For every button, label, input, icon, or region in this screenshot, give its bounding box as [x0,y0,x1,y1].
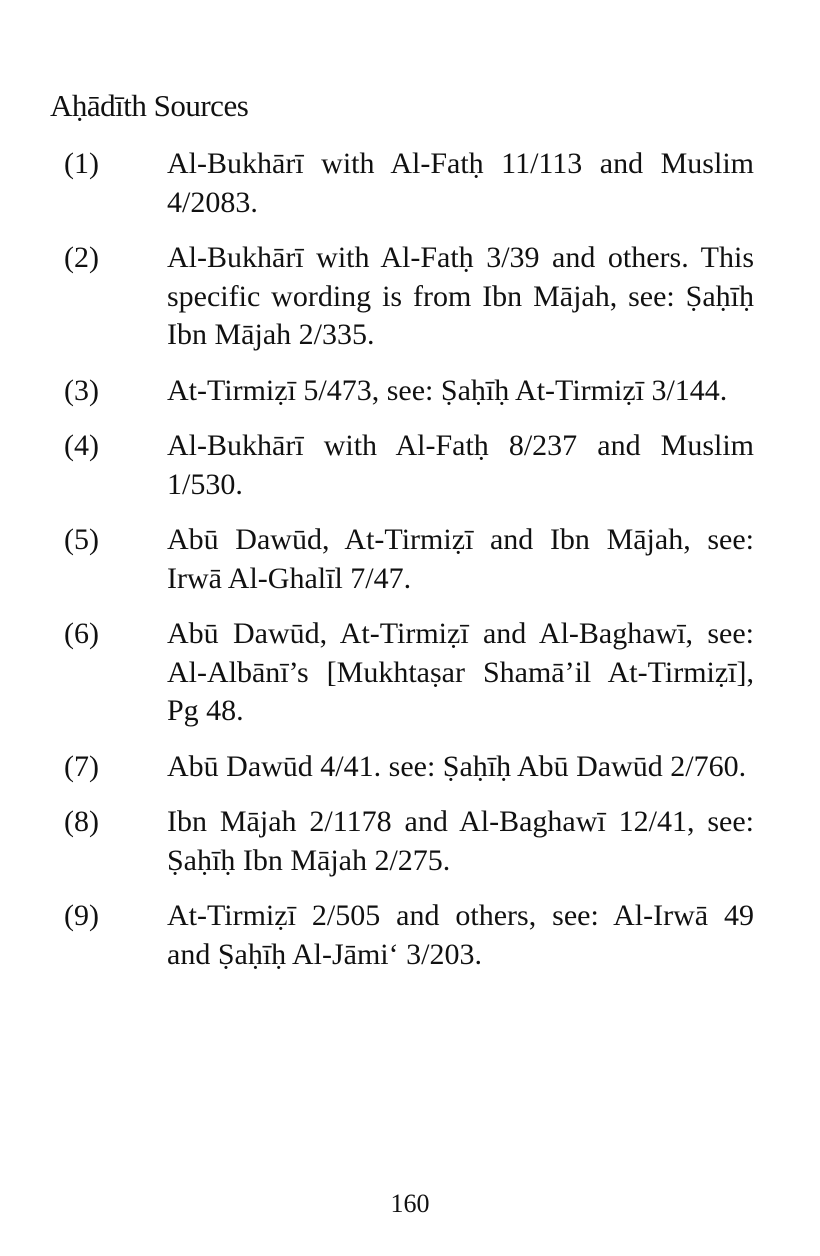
source-number: (3) [64,373,99,407]
source-item [64,615,754,731]
sources-list [64,145,754,991]
source-item [64,803,754,880]
source-number: (2) [64,241,99,274]
source-text: At-Tirmiẓī 2/505 and others, see: Al-Irwā 49 and Ṣaḥīḥ Al-Jāmi‘ 3/203. [167,899,754,971]
source-number: (8) [64,805,99,838]
source-item [64,145,754,222]
source-item [64,427,754,504]
source-number: (1) [64,147,99,180]
source-text: Al-Bukhārī with Al-Fatḥ 3/39 and others. This specific wording is from Ibn Mājah, see: Ṣaḥīḥ Ibn Mājah 2/335. [167,241,754,351]
source-number: (7) [64,749,99,783]
source-item [64,372,754,411]
source-item [64,748,754,787]
source-text: Ibn Mājah 2/1178 and Al-Baghawī 12/41, see: Ṣaḥīḥ Ibn Mājah 2/275. [167,805,754,877]
page-number: 160 [390,1189,430,1218]
source-item [64,239,754,355]
source-number: (4) [64,429,99,462]
source-item [64,521,754,598]
source-number: (6) [64,617,99,650]
source-text: Al-Bukhārī with Al-Fatḥ 8/237 and Muslim 1/530. [167,429,754,501]
source-text: Abū Dawūd, At-Tirmiẓī and Al-Baghawī, see: Al-Albānī’s [Mukhtaṣar Shamā’il At-Tirmiẓī], Pg 48. [167,617,754,727]
source-text: Abū Dawūd, At-Tirmiẓī and Ibn Mājah, see: Irwā Al-Ghalīl 7/47. [167,523,754,595]
section-heading: Aḥādīth Sources [50,88,249,123]
source-text: Al-Bukhārī with Al-Fatḥ 11/113 and Muslim 4/2083. [167,147,754,219]
source-number: (9) [64,899,99,932]
source-item [64,897,754,974]
source-text: At-Tirmiẓī 5/473, see: Ṣaḥīḥ At-Tirmiẓī 3/144. [167,373,728,407]
source-text: Abū Dawūd 4/41. see: Ṣaḥīḥ Abū Dawūd 2/760. [167,749,747,783]
source-number: (5) [64,523,99,556]
